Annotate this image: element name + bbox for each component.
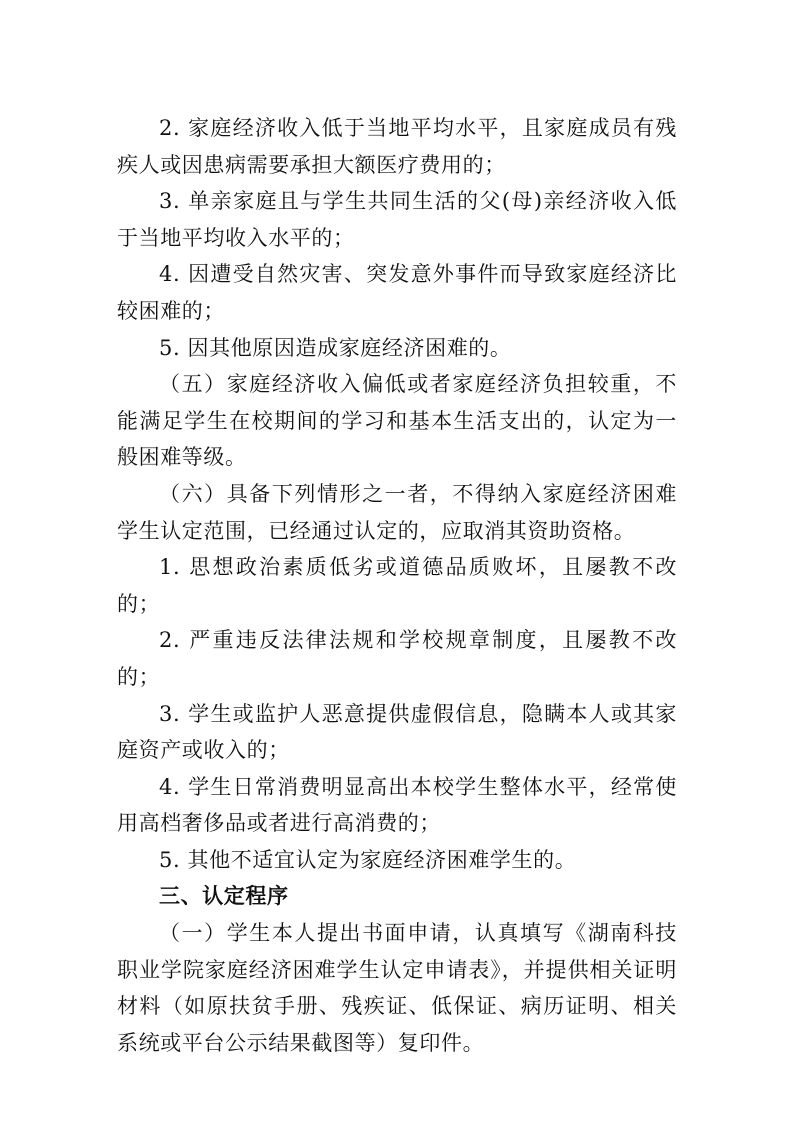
paragraph-exclusion-5: 5. 其他不适宜认定为家庭经济困难学生的。 (159, 847, 577, 872)
paragraph-clause-6-exclusions: （六）具备下列情形之一者，不得纳入家庭经济困难学生认定范围，已经通过认定的，应取消其资助资格。 (117, 481, 677, 543)
paragraph-item-3-single-parent: 3. 单亲家庭且与学生共同生活的父(母)亲经济收入低于当地平均收入水平的； (117, 189, 677, 250)
paragraph-exclusion-4: 4. 学生日常消费明显高出本校学生整体水平，经常使用高档奢侈品或者进行高消费的； (117, 774, 677, 836)
paragraph-exclusion-3: 3. 学生或监护人恶意提供虚假信息，隐瞒本人或其家庭资产或收入的； (117, 701, 677, 763)
section-heading-procedure: 三、认定程序 (159, 884, 289, 909)
paragraph-item-5-other-reasons: 5. 因其他原因造成家庭经济困难的。 (159, 335, 512, 360)
paragraph-exclusion-2: 2. 严重违反法律法规和学校规章制度，且屡教不改的； (117, 628, 677, 689)
paragraph-exclusion-1: 1. 思想政治素质低劣或道德品质败坏，且屡教不改的； (117, 555, 677, 616)
paragraph-item-2-low-income-disability: 2. 家庭经济收入低于当地平均水平，且家庭成员有残疾人或因患病需要承担大额医疗费用的； (117, 116, 677, 177)
paragraph-procedure-1-application: （一）学生本人提出书面申请，认真填写《湖南科技职业学院家庭经济困难学生认定申请表》，并提供相关证明材料（如原扶贫手册、残疾证、低保证、病历证明、相关系统或平台公示结果截图等）复印件。 (117, 921, 677, 1055)
document-body (117, 110, 677, 1061)
paragraph-clause-5-general-difficulty: （五）家庭经济收入偏低或者家庭经济负担较重，不能满足学生在校期间的学习和基本生活支出的，认定为一般困难等级。 (117, 372, 677, 470)
paragraph-item-4-disaster: 4. 因遭受自然灾害、突发意外事件而导致家庭经济比较困难的； (117, 262, 677, 323)
